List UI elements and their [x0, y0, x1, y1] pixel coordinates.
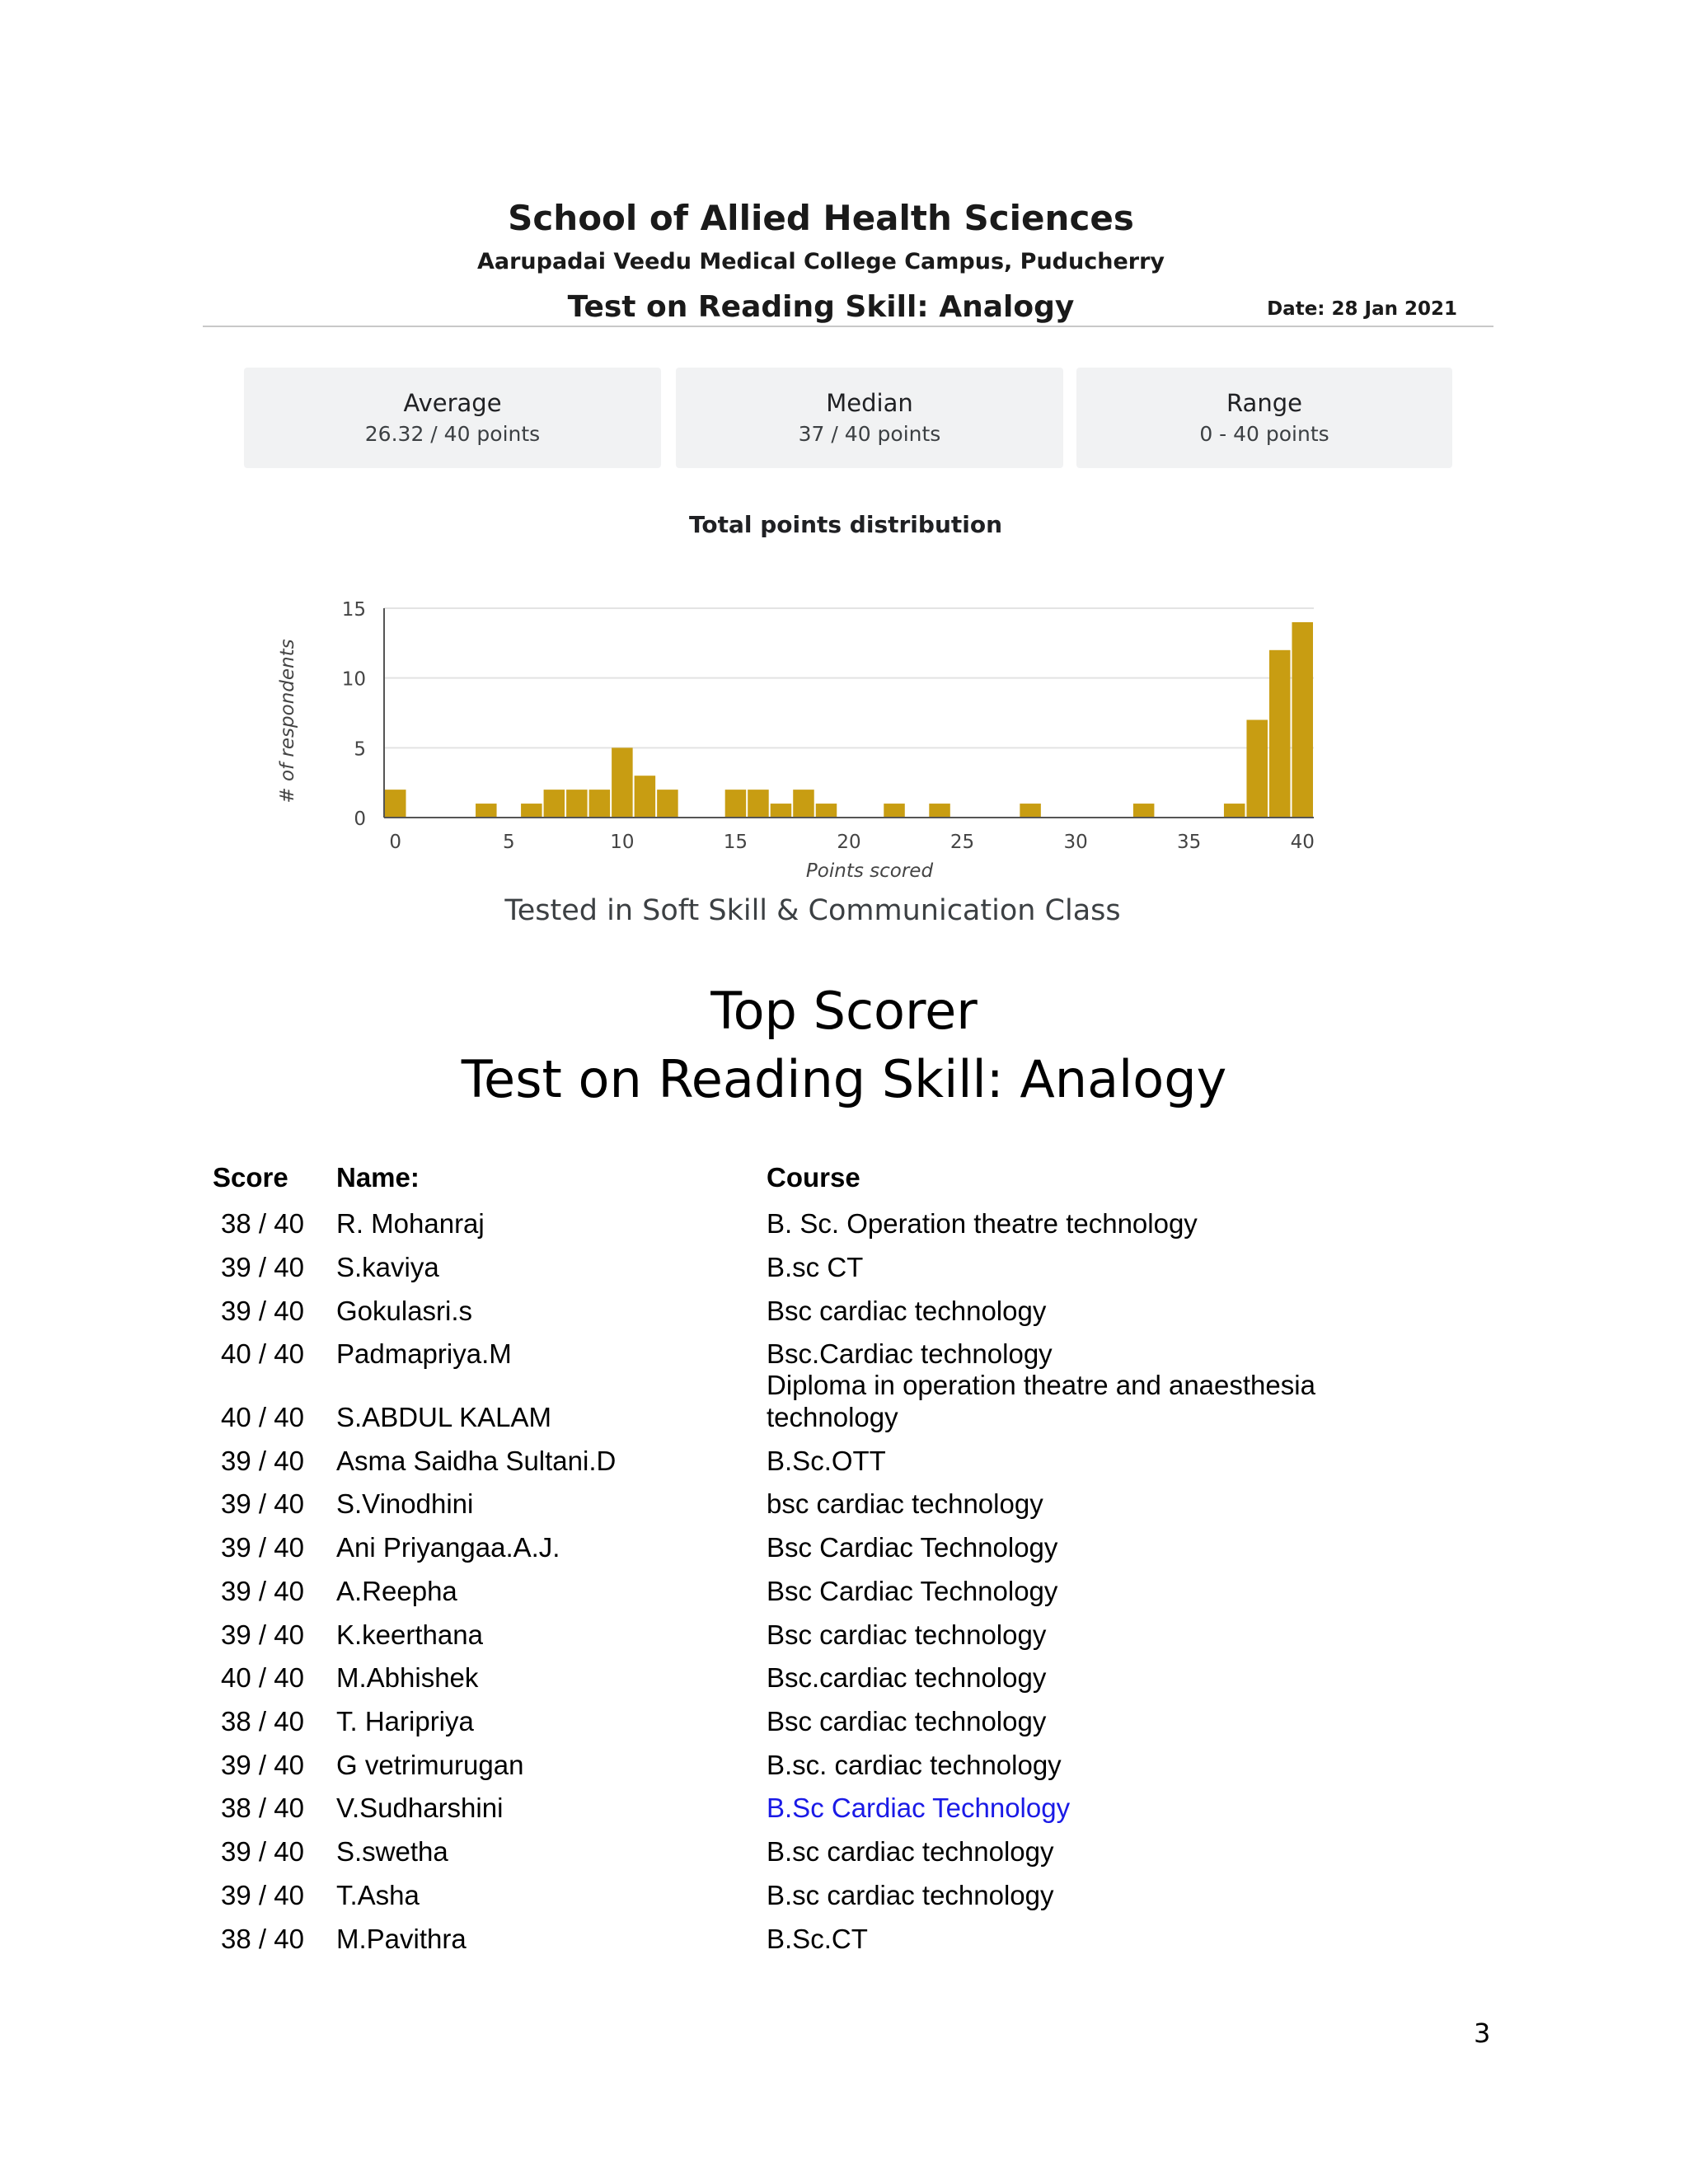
- course-cell: B.sc CT: [767, 1252, 864, 1282]
- histogram-bar: [544, 790, 565, 818]
- name-cell: T. Haripriya: [336, 1706, 474, 1736]
- score-cell: 39 / 40: [221, 1836, 304, 1867]
- course-cell-line2: technology: [767, 1402, 898, 1432]
- course-cell: Bsc.Cardiac technology: [767, 1338, 1053, 1369]
- column-header-name: Name:: [336, 1162, 420, 1193]
- score-cell: 40 / 40: [221, 1402, 304, 1432]
- histogram-bar: [1292, 622, 1313, 818]
- course-cell: B.Sc.OTT: [767, 1446, 886, 1476]
- score-cell: 39 / 40: [221, 1750, 304, 1780]
- name-cell: M.Pavithra: [336, 1924, 467, 1954]
- x-tick-label: 40: [1290, 832, 1315, 853]
- histogram-bar: [816, 804, 837, 818]
- score-cell: 40 / 40: [221, 1662, 304, 1693]
- histogram-bar: [521, 804, 542, 818]
- top-scorer-title: Top Scorer: [710, 981, 978, 1041]
- name-cell: S.swetha: [336, 1836, 448, 1867]
- histogram-bar: [657, 790, 678, 818]
- histogram-bar: [385, 790, 406, 818]
- histogram-bar: [1133, 804, 1155, 818]
- histogram-bar: [1246, 719, 1268, 818]
- column-header-course: Course: [767, 1162, 860, 1193]
- y-tick-label: 0: [354, 808, 366, 830]
- histogram-bar: [884, 804, 905, 818]
- y-axis-label: # of respondents: [277, 639, 298, 804]
- histogram-bar: [1224, 804, 1245, 818]
- page-number: 3: [1474, 2018, 1491, 2049]
- x-tick-label: 30: [1063, 832, 1088, 853]
- test-name: Test on Reading Skill: Analogy: [567, 290, 1075, 324]
- x-tick-label: 35: [1177, 832, 1202, 853]
- name-cell: S.kaviya: [336, 1252, 439, 1282]
- x-tick-label: 20: [837, 832, 861, 853]
- stat-value: 37 / 40 points: [798, 422, 941, 446]
- name-cell: Asma Saidha Sultani.D: [336, 1446, 617, 1476]
- chart-title: Total points distribution: [688, 511, 1003, 538]
- histogram-bar: [1269, 650, 1291, 818]
- name-cell: M.Abhishek: [336, 1662, 479, 1693]
- name-cell: V.Sudharshini: [336, 1793, 504, 1823]
- histogram-bar: [612, 748, 633, 818]
- course-cell: Bsc Cardiac Technology: [767, 1532, 1058, 1563]
- histogram-bar: [929, 804, 950, 818]
- course-cell: B.sc. cardiac technology: [767, 1750, 1062, 1780]
- histogram-bar: [589, 790, 611, 818]
- course-cell: Bsc Cardiac Technology: [767, 1576, 1058, 1606]
- test-date: Date: 28 Jan 2021: [1267, 298, 1457, 320]
- course-cell: B.sc cardiac technology: [767, 1880, 1054, 1910]
- course-cell: Bsc cardiac technology: [767, 1706, 1047, 1736]
- course-cell: Bsc cardiac technology: [767, 1619, 1047, 1650]
- score-cell: 39 / 40: [221, 1619, 304, 1650]
- course-cell: Diploma in operation theatre and anaesthesia: [767, 1370, 1315, 1400]
- name-cell: R. Mohanraj: [336, 1208, 485, 1239]
- points-distribution-chart: [0, 0, 1688, 907]
- stat-value: 26.32 / 40 points: [364, 422, 541, 446]
- document-subtitle: Aarupadai Veedu Medical College Campus, Puducherry: [476, 249, 1165, 274]
- x-tick-label: 5: [502, 832, 515, 853]
- column-header-score: Score: [213, 1162, 288, 1193]
- score-cell: 40 / 40: [221, 1338, 304, 1369]
- course-cell: bsc cardiac technology: [767, 1488, 1043, 1519]
- name-cell: Gokulasri.s: [336, 1296, 473, 1326]
- course-cell: B. Sc. Operation theatre technology: [767, 1208, 1198, 1239]
- score-cell: 38 / 40: [221, 1793, 304, 1823]
- name-cell: G vetrimurugan: [336, 1750, 524, 1780]
- course-cell: Bsc.cardiac technology: [767, 1662, 1047, 1693]
- stat-value: 0 - 40 points: [1199, 422, 1329, 446]
- score-cell: 39 / 40: [221, 1576, 304, 1606]
- name-cell: Padmapriya.M: [336, 1338, 512, 1369]
- x-axis-label: Points scored: [805, 860, 934, 882]
- name-cell: S.ABDUL KALAM: [336, 1402, 552, 1432]
- course-cell: B.Sc.CT: [767, 1924, 868, 1954]
- y-tick-label: 5: [354, 738, 366, 761]
- stat-label: Average: [403, 389, 502, 417]
- x-tick-label: 10: [610, 832, 635, 853]
- course-cell: B.sc cardiac technology: [767, 1836, 1054, 1867]
- chart-caption: Tested in Soft Skill & Communication Class: [504, 894, 1121, 927]
- score-cell: 39 / 40: [221, 1532, 304, 1563]
- name-cell: S.Vinodhini: [336, 1488, 474, 1519]
- score-cell: 39 / 40: [221, 1296, 304, 1326]
- score-cell: 38 / 40: [221, 1208, 304, 1239]
- stat-label: Median: [826, 389, 913, 417]
- y-tick-label: 15: [341, 599, 366, 621]
- score-cell: 39 / 40: [221, 1880, 304, 1910]
- histogram-bar: [793, 790, 814, 818]
- score-cell: 39 / 40: [221, 1252, 304, 1282]
- histogram-bar: [771, 804, 792, 818]
- histogram-bar: [1020, 804, 1041, 818]
- document-title: School of Allied Health Sciences: [508, 198, 1134, 238]
- name-cell: Ani Priyangaa.A.J.: [336, 1532, 560, 1563]
- histogram-bar: [635, 776, 656, 818]
- score-cell: 39 / 40: [221, 1446, 304, 1476]
- name-cell: T.Asha: [336, 1880, 420, 1910]
- top-scorer-subtitle: Test on Reading Skill: Analogy: [461, 1049, 1227, 1109]
- score-cell: 38 / 40: [221, 1706, 304, 1736]
- histogram-bar: [476, 804, 497, 818]
- x-tick-label: 15: [723, 832, 748, 853]
- course-cell-link[interactable]: B.Sc Cardiac Technology: [767, 1793, 1071, 1823]
- x-tick-label: 0: [389, 832, 402, 853]
- stat-label: Range: [1226, 389, 1302, 417]
- score-cell: 39 / 40: [221, 1488, 304, 1519]
- name-cell: A.Reepha: [336, 1576, 457, 1606]
- histogram-bar: [748, 790, 769, 818]
- score-cell: 38 / 40: [221, 1924, 304, 1954]
- histogram-bar: [725, 790, 747, 818]
- course-cell: Bsc cardiac technology: [767, 1296, 1047, 1326]
- histogram-bar: [566, 790, 588, 818]
- name-cell: K.keerthana: [336, 1619, 483, 1650]
- y-tick-label: 10: [341, 668, 366, 691]
- x-tick-label: 25: [950, 832, 975, 853]
